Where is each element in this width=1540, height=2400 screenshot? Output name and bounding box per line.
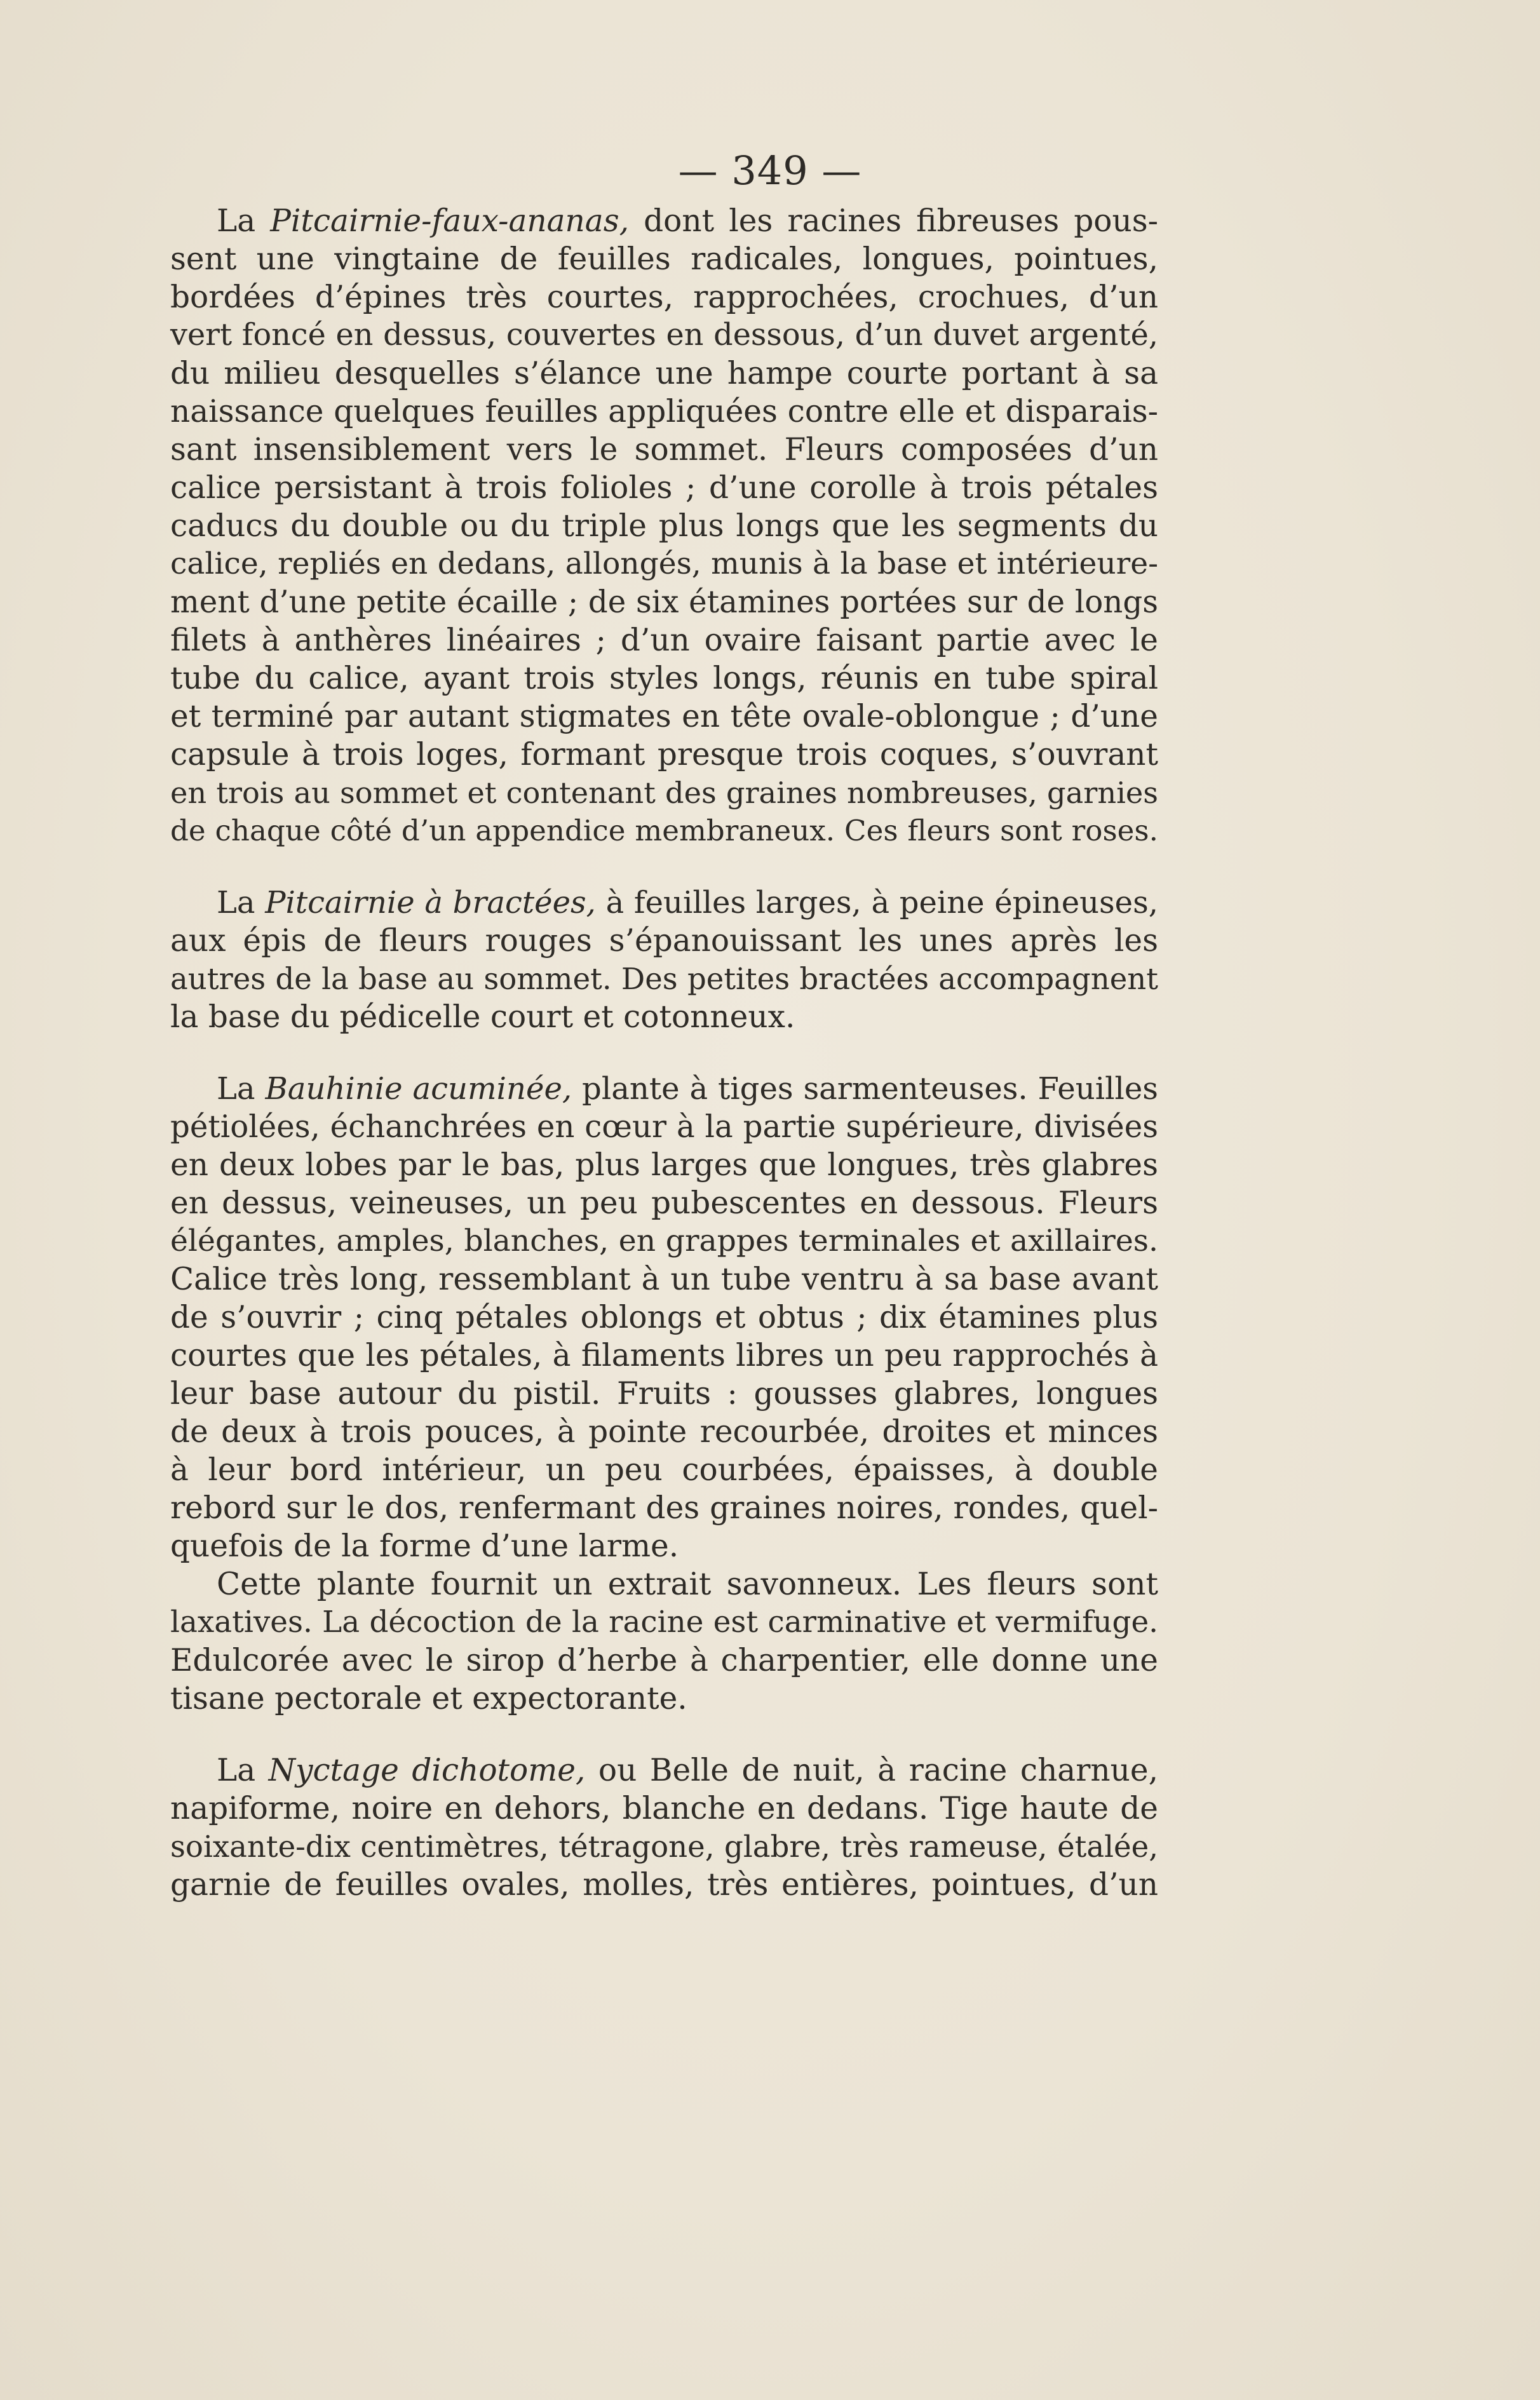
- text-line: laxatives. La décoction de la racine est carminative et vermifuge.: [170, 1605, 1158, 1640]
- text-line: de deux à trois pouces, à pointe recourbée, droites et minces: [170, 1414, 1158, 1450]
- text-line: quefois de la forme d’une larme.: [170, 1528, 679, 1564]
- text-line: tisane pectorale et expectorante.: [170, 1681, 687, 1716]
- text-line: aux épis de fleurs rouges s’épanouissant les unes après les: [170, 923, 1158, 959]
- text-line: Calice très long, ressemblant à un tube ventru à sa base avant: [170, 1262, 1158, 1297]
- plant-name: Bauhinie acuminée,: [265, 1071, 572, 1107]
- text-line: La Pitcairnie-faux-ananas, dont les racines fibreuses pous-: [217, 203, 1158, 239]
- paragraph-gap: [170, 1718, 1158, 1751]
- text-line: leur base autour du pistil. Fruits : gousses glabres, longues: [170, 1376, 1158, 1412]
- page-number: — 349 —: [678, 147, 862, 194]
- text-line: du milieu desquelles s’élance une hampe courte portant à sa: [170, 356, 1158, 391]
- text-line: filets à anthères linéaires ; d’un ovaire faisant partie avec le: [170, 623, 1158, 658]
- text-line: et terminé par autant stigmates en tête ovale-oblongue ; d’une: [170, 699, 1158, 734]
- text-line: garnie de feuilles ovales, molles, très entières, pointues, d’un: [170, 1867, 1158, 1903]
- text-line: calice persistant à trois folioles ; d’une corolle à trois pétales: [170, 470, 1158, 506]
- text-line: en trois au sommet et contenant des graines nombreuses, garnies: [170, 776, 1158, 810]
- paragraph-gap: [170, 1036, 1158, 1070]
- text-line: ment d’une petite écaille ; de six étamines portées sur de longs: [170, 584, 1158, 620]
- text-line: autres de la base au sommet. Des petites bractées accompagnent: [170, 962, 1158, 996]
- text-line: sant insensiblement vers le sommet. Fleurs composées d’un: [170, 432, 1158, 468]
- text-line: capsule à trois loges, formant presque trois coques, s’ouvrant: [170, 737, 1158, 772]
- text-line: Edulcorée avec le sirop d’herbe à charpentier, elle donne une: [170, 1643, 1158, 1678]
- text-line: à leur bord intérieur, un peu courbées, épaisses, à double: [170, 1452, 1158, 1488]
- page-body: [170, 202, 1158, 1904]
- paragraph-gap: [170, 850, 1158, 884]
- text-line: élégantes, amples, blanches, en grappes terminales et axillaires.: [170, 1224, 1158, 1258]
- paragraph-nyctage-dichotome: [170, 1751, 1158, 1904]
- text-line: calice, repliés en dedans, allongés, munis à la base et intérieure-: [170, 546, 1158, 581]
- text-line: napiforme, noire en dehors, blanche en dedans. Tige haute de: [170, 1791, 1158, 1826]
- text-line: la base du pédicelle court et cotonneux.: [170, 999, 795, 1035]
- text-line: vert foncé en dessus, couvertes en dessous, d’un duvet argenté,: [170, 318, 1158, 353]
- text-line: tube du calice, ayant trois styles longs, réunis en tube spiral: [170, 661, 1158, 696]
- text-line: de s’ouvrir ; cinq pétales oblongs et obtus ; dix étamines plus: [170, 1300, 1158, 1335]
- text-line: bordées d’épines très courtes, rapprochées, crochues, d’un: [170, 280, 1158, 315]
- text-line: Cette plante fournit un extrait savonneux. Les fleurs sont: [217, 1567, 1158, 1602]
- text-line: pétiolées, échanchrées en cœur à la partie supérieure, divisées: [170, 1109, 1158, 1145]
- text-line: La Pitcairnie à bractées, à feuilles larges, à peine épineuses,: [217, 885, 1158, 920]
- plant-name: Pitcairnie-faux-ananas,: [270, 203, 629, 239]
- paragraph-pitcairnie-a-bractees: [170, 884, 1158, 1036]
- text-line: en deux lobes par le bas, plus larges que longues, très glabres: [170, 1147, 1158, 1183]
- plant-name: Pitcairnie à bractées,: [265, 885, 596, 920]
- paragraph-bauhinie-acuminee: [170, 1070, 1158, 1565]
- paragraph-bauhinie-usages: [170, 1565, 1158, 1718]
- paragraph-pitcairnie-faux-ananas: [170, 202, 1158, 850]
- text-line: La Bauhinie acuminée, plante à tiges sarmenteuses. Feuilles: [217, 1071, 1158, 1107]
- text-line: La Nyctage dichotome, ou Belle de nuit, à racine charnue,: [217, 1753, 1158, 1788]
- text-line: soixante-dix centimètres, tétragone, glabre, très rameuse, étalée,: [170, 1830, 1158, 1864]
- text-line: en dessus, veineuses, un peu pubescentes en dessous. Fleurs: [170, 1185, 1158, 1221]
- text-line: de chaque côté d’un appendice membraneux. Ces fleurs sont roses.: [170, 814, 1158, 847]
- text-line: courtes que les pétales, à filaments libres un peu rapprochés à: [170, 1338, 1158, 1373]
- text-line: sent une vingtaine de feuilles radicales, longues, pointues,: [170, 241, 1158, 277]
- text-line: naissance quelques feuilles appliquées contre elle et disparais-: [170, 394, 1158, 429]
- text-line: rebord sur le dos, renfermant des graines noires, rondes, quel-: [170, 1490, 1158, 1526]
- text-line: caducs du double ou du triple plus longs que les segments du: [170, 508, 1158, 544]
- plant-name: Nyctage dichotome,: [268, 1753, 586, 1788]
